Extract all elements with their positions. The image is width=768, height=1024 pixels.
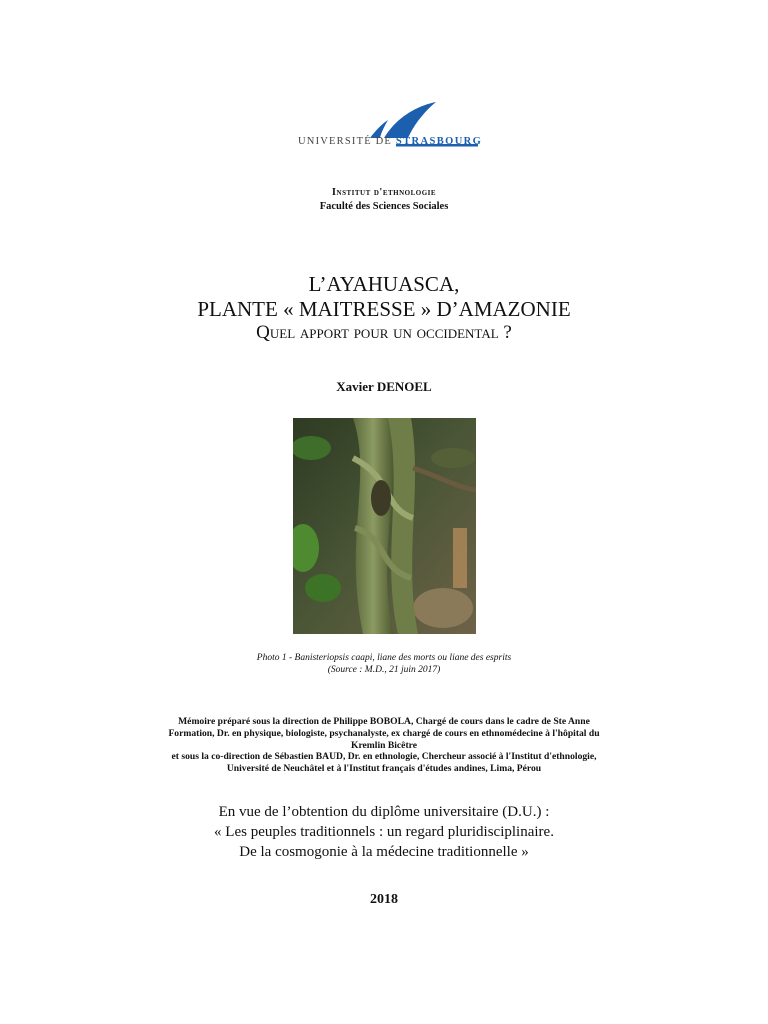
year: 2018 xyxy=(370,892,398,907)
memoire-line-4: et sous la co-direction de Sébastien BAUD, Dr. en ethnologie, Chercheur associé à l'Institut d'ethnologie, xyxy=(171,751,597,763)
memoire-line-5: Université de Neuchâtel et à l'Institut français d'études andines, Lima, Pérou xyxy=(226,763,542,775)
memoire-line-3: Kremlin Bicêtre xyxy=(351,739,417,751)
logo-text-part2: STRASBOURG xyxy=(395,136,483,147)
diploma-line-3: De la cosmogonie à la médecine traditionnelle » xyxy=(239,844,529,860)
vine-photo xyxy=(293,418,476,634)
title-line-1: L’AYAHUASCA, xyxy=(308,272,460,296)
memoire-line-1: Mémoire préparé sous la direction de Philippe BOBOLA, Chargé de cours dans le cadre de Ste Anne xyxy=(178,716,590,727)
university-logo-text xyxy=(298,136,482,147)
institute-name: Institut d'ethnologie xyxy=(331,187,437,198)
university-logo-swoosh xyxy=(296,100,486,160)
memoire-supervision xyxy=(100,716,668,775)
photo-source: (Source : M.D., 21 juin 2017) xyxy=(327,665,441,675)
diploma-line-2: « Les peuples traditionnels : un regard pluridisciplinaire. xyxy=(214,824,554,840)
faculty-name: Faculté des Sciences Sociales xyxy=(319,201,449,212)
subtitle: Quel apport pour un occidental ? xyxy=(256,322,512,343)
author-name: Xavier DENOEL xyxy=(336,379,432,394)
photo-caption: Photo 1 - Banisteriopsis caapi, liane des morts ou liane des esprits xyxy=(256,653,512,663)
logo-text-part1: UNIVERSITÉ DE xyxy=(298,136,396,147)
diploma-line-1: En vue de l’obtention du diplôme universitaire (D.U.) : xyxy=(218,804,550,820)
title-line-2: PLANTE « MAITRESSE » D’AMAZONIE xyxy=(197,297,571,321)
diploma-statement xyxy=(0,802,768,862)
memoire-line-2: Formation, Dr. en physique, biologiste, psychanalyste, ex chargé de cours en ethnomédecine à l'hôpital du xyxy=(168,727,600,739)
